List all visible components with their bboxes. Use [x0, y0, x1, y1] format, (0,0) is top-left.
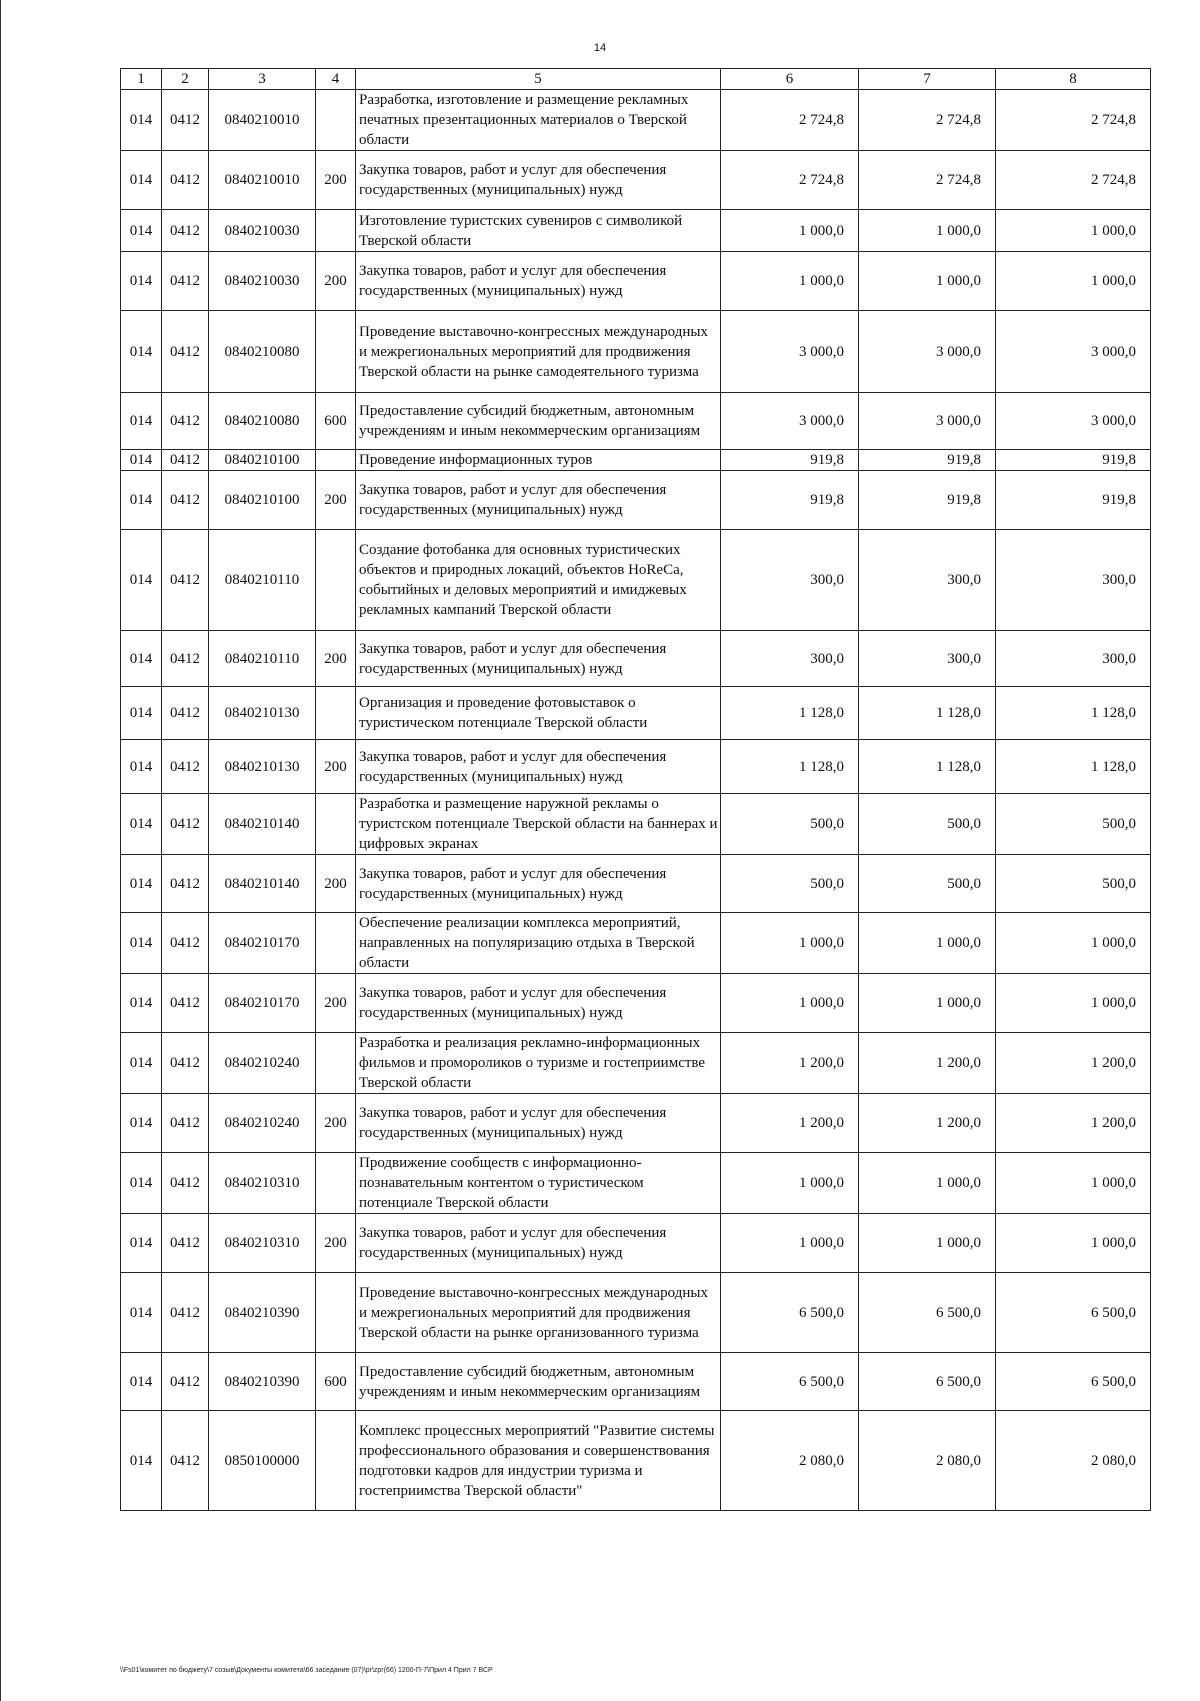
row-value-col6: 1 200,0: [721, 1033, 859, 1094]
row-code-ministry: 014: [121, 687, 162, 740]
row-value-col8: 3 000,0: [996, 393, 1151, 450]
column-header: 5: [356, 69, 721, 90]
row-code-expense-type: [316, 794, 356, 855]
row-code-expense-type: [316, 450, 356, 471]
row-value-col8: 2 080,0: [996, 1411, 1151, 1511]
row-value-col8: 1 000,0: [996, 913, 1151, 974]
row-code-target: 0840210310: [209, 1214, 316, 1273]
row-value-col8: 1 000,0: [996, 1214, 1151, 1273]
row-value-col6: 919,8: [721, 471, 859, 530]
row-value-col6: 1 000,0: [721, 974, 859, 1033]
row-name: Проведение выставочно-конгрессных международных и межрегиональных мероприятий для продвижения Тверской области на рынке самодеятельного туризма: [356, 311, 721, 393]
row-value-col6: 1 000,0: [721, 1214, 859, 1273]
row-value-col8: 6 500,0: [996, 1353, 1151, 1411]
row-value-col6: 500,0: [721, 794, 859, 855]
row-name: Организация и проведение фотовыставок о туристическом потенциале Тверской области: [356, 687, 721, 740]
row-name: Закупка товаров, работ и услуг для обеспечения государственных (муниципальных) нужд: [356, 1094, 721, 1153]
row-value-col6: 300,0: [721, 631, 859, 687]
row-value-col6: 2 724,8: [721, 90, 859, 151]
column-header: 2: [162, 69, 209, 90]
row-code-expense-type: [316, 1273, 356, 1353]
row-name: Создание фотобанка для основных туристических объектов и природных локаций, объектов HoReCa, событийных и деловых мероприятий и имиджевых рекламных кампаний Тверской области: [356, 530, 721, 631]
row-name: Проведение информационных туров: [356, 450, 721, 471]
table-row: [121, 913, 1151, 974]
row-value-col7: 1 128,0: [859, 740, 996, 794]
row-value-col8: 1 000,0: [996, 1153, 1151, 1214]
row-value-col7: 1 000,0: [859, 974, 996, 1033]
row-code-target: 0840210170: [209, 913, 316, 974]
row-name: Разработка и реализация рекламно-информационных фильмов и промороликов о туризме и гостеприимстве Тверской области: [356, 1033, 721, 1094]
row-code-section: 0412: [162, 855, 209, 913]
row-code-ministry: 014: [121, 855, 162, 913]
row-code-section: 0412: [162, 471, 209, 530]
row-code-ministry: 014: [121, 471, 162, 530]
row-value-col7: 1 200,0: [859, 1033, 996, 1094]
row-value-col8: 919,8: [996, 450, 1151, 471]
row-value-col8: 6 500,0: [996, 1273, 1151, 1353]
column-header: 3: [209, 69, 316, 90]
row-code-section: 0412: [162, 151, 209, 210]
row-code-expense-type: [316, 913, 356, 974]
row-value-col6: 3 000,0: [721, 311, 859, 393]
row-value-col8: 1 128,0: [996, 740, 1151, 794]
column-header: 4: [316, 69, 356, 90]
row-value-col6: 1 000,0: [721, 1153, 859, 1214]
row-name: Закупка товаров, работ и услуг для обеспечения государственных (муниципальных) нужд: [356, 1214, 721, 1273]
row-name: Закупка товаров, работ и услуг для обеспечения государственных (муниципальных) нужд: [356, 471, 721, 530]
row-code-section: 0412: [162, 631, 209, 687]
row-code-section: 0412: [162, 1033, 209, 1094]
row-value-col8: 2 724,8: [996, 151, 1151, 210]
row-code-target: 0840210390: [209, 1353, 316, 1411]
row-name: Закупка товаров, работ и услуг для обеспечения государственных (муниципальных) нужд: [356, 151, 721, 210]
row-value-col7: 1 000,0: [859, 1153, 996, 1214]
row-name: Разработка и размещение наружной рекламы о туристском потенциале Тверской области на баннерах и цифровых экранах: [356, 794, 721, 855]
row-name: Продвижение сообществ с информационно-познавательным контентом о туристическом потенциале Тверской области: [356, 1153, 721, 1214]
row-code-target: 0840210100: [209, 450, 316, 471]
row-code-ministry: 014: [121, 1153, 162, 1214]
row-code-target: 0840210240: [209, 1033, 316, 1094]
row-code-target: 0840210110: [209, 631, 316, 687]
row-name: Закупка товаров, работ и услуг для обеспечения государственных (муниципальных) нужд: [356, 740, 721, 794]
row-code-target: 0840210110: [209, 530, 316, 631]
row-code-section: 0412: [162, 1214, 209, 1273]
row-value-col7: 1 000,0: [859, 913, 996, 974]
table-body: [121, 90, 1151, 1511]
row-value-col6: 300,0: [721, 530, 859, 631]
row-value-col8: 500,0: [996, 794, 1151, 855]
row-code-expense-type: 200: [316, 1094, 356, 1153]
row-value-col7: 300,0: [859, 530, 996, 631]
table-row: [121, 252, 1151, 311]
row-code-target: 0840210140: [209, 855, 316, 913]
row-code-ministry: 014: [121, 1273, 162, 1353]
row-value-col6: 1 128,0: [721, 687, 859, 740]
row-value-col8: 3 000,0: [996, 311, 1151, 393]
row-code-section: 0412: [162, 794, 209, 855]
row-code-section: 0412: [162, 393, 209, 450]
row-code-ministry: 014: [121, 913, 162, 974]
row-code-target: 0840210080: [209, 311, 316, 393]
row-name: Закупка товаров, работ и услуг для обеспечения государственных (муниципальных) нужд: [356, 855, 721, 913]
column-header: 7: [859, 69, 996, 90]
row-value-col7: 6 500,0: [859, 1273, 996, 1353]
table-row: [121, 974, 1151, 1033]
row-code-section: 0412: [162, 1411, 209, 1511]
table-row: [121, 631, 1151, 687]
row-value-col6: 1 000,0: [721, 252, 859, 311]
row-value-col6: 6 500,0: [721, 1353, 859, 1411]
table-row: [121, 1033, 1151, 1094]
row-code-section: 0412: [162, 974, 209, 1033]
row-value-col8: 1 200,0: [996, 1033, 1151, 1094]
row-code-expense-type: 200: [316, 1214, 356, 1273]
row-value-col6: 2 724,8: [721, 151, 859, 210]
row-value-col7: 300,0: [859, 631, 996, 687]
row-code-expense-type: 200: [316, 151, 356, 210]
row-code-ministry: 014: [121, 1094, 162, 1153]
row-code-section: 0412: [162, 530, 209, 631]
table-row: [121, 151, 1151, 210]
row-code-target: 0840210140: [209, 794, 316, 855]
table-row: [121, 471, 1151, 530]
row-code-expense-type: [316, 90, 356, 151]
row-code-ministry: 014: [121, 974, 162, 1033]
row-value-col8: 1 128,0: [996, 687, 1151, 740]
row-code-ministry: 014: [121, 450, 162, 471]
table-row: [121, 1214, 1151, 1273]
row-value-col6: 1 200,0: [721, 1094, 859, 1153]
row-code-target: 0840210390: [209, 1273, 316, 1353]
row-value-col8: 500,0: [996, 855, 1151, 913]
row-code-target: 0840210130: [209, 687, 316, 740]
row-value-col8: 2 724,8: [996, 90, 1151, 151]
row-code-ministry: 014: [121, 311, 162, 393]
table-row: [121, 740, 1151, 794]
row-code-expense-type: 200: [316, 855, 356, 913]
row-value-col8: 300,0: [996, 530, 1151, 631]
row-code-section: 0412: [162, 687, 209, 740]
row-value-col6: 919,8: [721, 450, 859, 471]
table-row: [121, 1353, 1151, 1411]
row-code-expense-type: [316, 1153, 356, 1214]
row-value-col7: 2 724,8: [859, 151, 996, 210]
row-code-section: 0412: [162, 740, 209, 794]
budget-table: [120, 68, 1151, 1511]
row-value-col7: 1 000,0: [859, 1214, 996, 1273]
row-name: Закупка товаров, работ и услуг для обеспечения государственных (муниципальных) нужд: [356, 252, 721, 311]
row-code-target: 0840210030: [209, 210, 316, 252]
row-value-col6: 1 000,0: [721, 210, 859, 252]
row-name: Закупка товаров, работ и услуг для обеспечения государственных (муниципальных) нужд: [356, 631, 721, 687]
row-code-section: 0412: [162, 450, 209, 471]
row-code-expense-type: 200: [316, 740, 356, 794]
row-code-target: 0840210010: [209, 90, 316, 151]
row-value-col7: 500,0: [859, 855, 996, 913]
row-value-col7: 1 128,0: [859, 687, 996, 740]
row-code-target: 0840210170: [209, 974, 316, 1033]
row-value-col7: 919,8: [859, 471, 996, 530]
header-row: [121, 69, 1151, 90]
row-code-expense-type: [316, 311, 356, 393]
table-row: [121, 530, 1151, 631]
row-code-section: 0412: [162, 913, 209, 974]
row-code-expense-type: [316, 1033, 356, 1094]
row-value-col7: 919,8: [859, 450, 996, 471]
row-code-target: 0840210310: [209, 1153, 316, 1214]
row-code-ministry: 014: [121, 1353, 162, 1411]
row-value-col6: 1 128,0: [721, 740, 859, 794]
row-code-section: 0412: [162, 210, 209, 252]
row-value-col7: 3 000,0: [859, 311, 996, 393]
table-row: [121, 794, 1151, 855]
row-code-expense-type: 600: [316, 393, 356, 450]
row-name: Закупка товаров, работ и услуг для обеспечения государственных (муниципальных) нужд: [356, 974, 721, 1033]
row-name: Комплекс процессных мероприятий "Развитие системы профессионального образования и совершенствования подготовки кадров для индустрии туризма и гостеприимства Тверской области": [356, 1411, 721, 1511]
table-row: [121, 210, 1151, 252]
row-code-expense-type: 600: [316, 1353, 356, 1411]
row-code-ministry: 014: [121, 1411, 162, 1511]
row-code-target: 0840210100: [209, 471, 316, 530]
column-header: 6: [721, 69, 859, 90]
row-name: Разработка, изготовление и размещение рекламных печатных презентационных материалов о Тверской области: [356, 90, 721, 151]
table-row: [121, 687, 1151, 740]
row-value-col6: 2 080,0: [721, 1411, 859, 1511]
row-value-col7: 1 000,0: [859, 252, 996, 311]
table-row: [121, 311, 1151, 393]
row-value-col7: 1 000,0: [859, 210, 996, 252]
row-code-ministry: 014: [121, 1214, 162, 1273]
row-code-expense-type: 200: [316, 974, 356, 1033]
row-value-col6: 3 000,0: [721, 393, 859, 450]
row-code-target: 0840210240: [209, 1094, 316, 1153]
row-value-col6: 1 000,0: [721, 913, 859, 974]
row-code-section: 0412: [162, 1273, 209, 1353]
row-code-expense-type: 200: [316, 631, 356, 687]
row-code-target: 0840210080: [209, 393, 316, 450]
row-code-ministry: 014: [121, 210, 162, 252]
row-code-expense-type: 200: [316, 252, 356, 311]
row-code-ministry: 014: [121, 1033, 162, 1094]
table-row: [121, 855, 1151, 913]
row-code-target: 0840210130: [209, 740, 316, 794]
row-value-col7: 3 000,0: [859, 393, 996, 450]
table-row: [121, 393, 1151, 450]
row-value-col7: 6 500,0: [859, 1353, 996, 1411]
row-code-ministry: 014: [121, 393, 162, 450]
row-code-section: 0412: [162, 1094, 209, 1153]
row-name: Изготовление туристских сувениров с символикой Тверской области: [356, 210, 721, 252]
row-code-expense-type: [316, 687, 356, 740]
table-row: [121, 90, 1151, 151]
row-code-target: 0840210030: [209, 252, 316, 311]
row-name: Предоставление субсидий бюджетным, автономным учреждениям и иным некоммерческим организациям: [356, 1353, 721, 1411]
row-code-expense-type: 200: [316, 471, 356, 530]
column-header: 1: [121, 69, 162, 90]
column-header: 8: [996, 69, 1151, 90]
row-value-col8: 1 000,0: [996, 252, 1151, 311]
row-name: Обеспечение реализации комплекса мероприятий, направленных на популяризацию отдыха в Тверской области: [356, 913, 721, 974]
row-code-expense-type: [316, 1411, 356, 1511]
row-value-col8: 1 000,0: [996, 974, 1151, 1033]
table-row: [121, 450, 1151, 471]
row-code-ministry: 014: [121, 794, 162, 855]
table-row: [121, 1153, 1151, 1214]
row-code-section: 0412: [162, 1153, 209, 1214]
row-code-target: 0850100000: [209, 1411, 316, 1511]
row-code-section: 0412: [162, 1353, 209, 1411]
row-value-col8: 1 200,0: [996, 1094, 1151, 1153]
row-value-col6: 500,0: [721, 855, 859, 913]
row-code-expense-type: [316, 530, 356, 631]
page-number: 14: [593, 42, 607, 54]
table-row: [121, 1094, 1151, 1153]
row-value-col8: 1 000,0: [996, 210, 1151, 252]
row-value-col6: 6 500,0: [721, 1273, 859, 1353]
row-code-section: 0412: [162, 90, 209, 151]
row-name: Проведение выставочно-конгрессных международных и межрегиональных мероприятий для продвижения Тверской области на рынке организованного туризма: [356, 1273, 721, 1353]
row-code-expense-type: [316, 210, 356, 252]
table-row: [121, 1411, 1151, 1511]
row-name: Предоставление субсидий бюджетным, автономным учреждениям и иным некоммерческим организациям: [356, 393, 721, 450]
row-code-ministry: 014: [121, 90, 162, 151]
row-value-col8: 919,8: [996, 471, 1151, 530]
file-path-footer: \\Fs01\комитет по бюджету\7 созыв\Документы комитета\66 заседание (07)\pr\zpr(66) 1200-П-7\Прил 4 Прил 7 ВСР: [120, 1667, 493, 1674]
row-code-ministry: 014: [121, 252, 162, 311]
row-value-col7: 2 724,8: [859, 90, 996, 151]
table-row: [121, 1273, 1151, 1353]
row-code-ministry: 014: [121, 530, 162, 631]
row-code-section: 0412: [162, 311, 209, 393]
row-code-ministry: 014: [121, 740, 162, 794]
row-value-col7: 500,0: [859, 794, 996, 855]
row-code-ministry: 014: [121, 151, 162, 210]
row-code-ministry: 014: [121, 631, 162, 687]
row-code-section: 0412: [162, 252, 209, 311]
row-code-target: 0840210010: [209, 151, 316, 210]
row-value-col8: 300,0: [996, 631, 1151, 687]
row-value-col7: 1 200,0: [859, 1094, 996, 1153]
scan-edge-line: [0, 0, 1, 1701]
row-value-col7: 2 080,0: [859, 1411, 996, 1511]
